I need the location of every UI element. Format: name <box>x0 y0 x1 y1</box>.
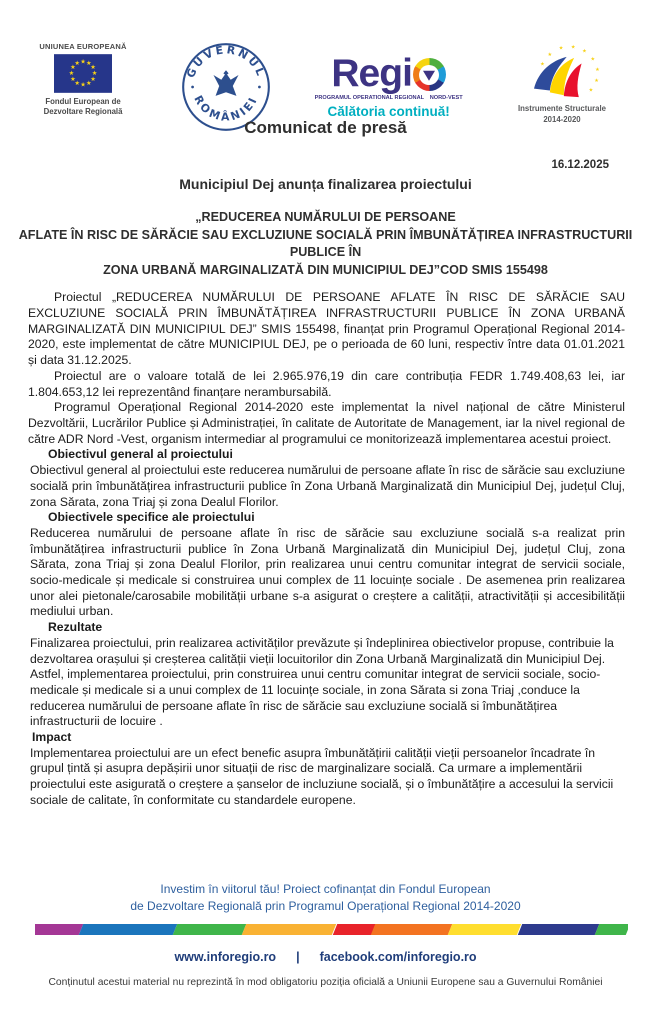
section-heading-general-objective: Obiectivul general al proiectului <box>48 447 233 462</box>
gov-arc-bottom-text: ROMÂNIEI <box>191 93 261 124</box>
eagle-crest-icon <box>214 70 239 96</box>
regio-program-label: PROGRAMUL OPERATIONAL REGIONAL <box>314 95 425 101</box>
eu-subtitle-line2: Dezvoltare Regională <box>43 107 123 117</box>
svg-text:★: ★ <box>74 59 81 67</box>
eu-flag-icon <box>54 54 112 93</box>
svg-text:★: ★ <box>70 64 76 72</box>
svg-text:★: ★ <box>582 48 587 55</box>
footer <box>0 881 651 988</box>
eu-title: UNIUNEA EUROPEANĂ <box>39 42 127 51</box>
rainbow-color-bar <box>35 924 628 935</box>
svg-text:★: ★ <box>558 45 564 52</box>
regio-logo <box>313 54 465 119</box>
regio-wordmark <box>313 54 465 93</box>
eu-subtitle <box>26 97 140 117</box>
disclaimer-text: Conținutul acestui material nu reprezintă în mod obligatoriu poziția oficială a Uniunii Europene sau a Guvernului României <box>48 977 603 988</box>
bar-segment-yellow <box>448 924 522 935</box>
inforegio-website-link[interactable]: www.inforegio.ro <box>174 950 277 964</box>
structural-instruments-logo <box>501 42 623 125</box>
eu-flag-logo <box>26 42 140 117</box>
bar-segment-purple <box>35 924 84 935</box>
section-heading-impact: Impact <box>32 730 72 745</box>
svg-text:★: ★ <box>85 80 92 88</box>
svg-text:★: ★ <box>91 70 98 77</box>
regio-sub-labels <box>313 95 465 101</box>
regio-color-wheel-icon <box>413 58 446 91</box>
svg-text:★: ★ <box>68 70 75 77</box>
paragraph-program-info: Programul Operațional Regional 2014-2020 este implementat la nivel național de către Ministerul Dezvoltării, Lucrărilor Publice și Administrației, în calitate de Autoritate de Management, iar la nivel regional de către ADR Nord -Vest, organism intermediar al programului ce monitorizează implementarea acestui proiect. <box>28 400 625 446</box>
page-title: Comunicat de presă <box>244 118 407 137</box>
eu-subtitle-line1: Fondul European de <box>45 97 121 106</box>
paragraph-general-objective: Obiectivul general al proiectului este reducerea numărului de persoane aflate în risc de sărăcie sau excluziune socială prin îmbunătățirea infrastructurii publice în Zona Urbană Marginalizată din Municipiul Dej, județul Cluj, zona Sărata, zona Triaj și zona Dealul Florilor. <box>30 463 625 509</box>
svg-text:★: ★ <box>80 58 86 66</box>
project-title-line2: AFLATE ÎN RISC DE SĂRĂCIE SAU EXCLUZIUNE SOCIALĂ PRIN ÎMBUNĂTĂȚIREA INFRASTRUCTURII PUBLICE ÎN <box>18 227 633 260</box>
svg-text:★: ★ <box>570 44 576 51</box>
bar-segment-navy <box>517 924 599 935</box>
regio-wordmark-text: Regi <box>331 52 412 95</box>
svg-text:★: ★ <box>90 75 96 83</box>
section-heading-results: Rezultate <box>48 620 103 635</box>
body-content <box>28 290 625 808</box>
svg-text:★: ★ <box>590 56 596 63</box>
paragraph-specific-objectives: Reducerea numărului de persoane aflate în risc de sărăcie sau excluziune socială s-a realizat prin îmbunătățirea infrastructurii publice în Zona Urbană Marginalizată din Municipiul Dej, județul Cluj, zona Sărata, zona Triaj și zona Dealul Florilor, prin realizarea unui centru comunitar integrat de servicii sociale, socio-medicale și medicale si construirea unui complex de 11 locuințe sociale . De asemenea prin realizarea unor alei pietonale/carosabile mobilității urbane s-a asigurat o creștere a calității, atractivității și accesibilității mediului urban. <box>30 525 625 619</box>
bar-segment-amber <box>242 924 337 935</box>
paragraph-project-value: Proiectul are o valoare totală de lei 2.965.976,19 din care contribuția FEDR 1.749.408,63 lei, iar 1.804.653,12 lei reprezentând finanțare nerambursabilă. <box>28 368 625 399</box>
bar-segment-green2 <box>594 924 628 935</box>
svg-text:★: ★ <box>540 61 545 68</box>
cofinance-statement <box>0 881 651 915</box>
regio-tagline: Călătoria continuă! <box>327 104 450 119</box>
structural-label <box>501 104 623 125</box>
project-title-line1: „REDUCEREA NUMĂRULUI DE PERSOANE <box>195 210 456 224</box>
cofinance-line1: Investim în viitorul tău! Proiect cofinanțat din Fondul European <box>160 882 491 896</box>
svg-text:★: ★ <box>74 80 81 88</box>
svg-text:★: ★ <box>90 64 96 72</box>
bar-segment-blue <box>79 924 177 935</box>
bar-segment-red <box>332 924 375 935</box>
svg-text:★: ★ <box>85 59 92 67</box>
announcement-subtitle: Municipiul Dej anunța finalizarea proiectului <box>179 176 472 192</box>
gov-arc-top-text: GUVERNUL <box>184 43 269 80</box>
section-heading-specific-objectives: Obiectivele specifice ale proiectului <box>48 510 255 525</box>
inforegio-facebook-link[interactable]: facebook.com/inforegio.ro <box>319 950 477 964</box>
regio-region-label: NORD-VEST <box>429 95 463 101</box>
svg-text:★: ★ <box>547 52 553 59</box>
bar-segment-orange <box>371 924 453 935</box>
project-title <box>12 209 639 279</box>
bar-segment-green <box>173 924 247 935</box>
paragraph-project-intro: Proiectul „REDUCEREA NUMĂRULUI DE PERSOANE AFLATE ÎN RISC DE SĂRĂCIE SAU EXCLUZIUNE SOCIALĂ PRIN ÎMBUNĂTĂȚIREA INFRASTRUCTURII PUBLICE ÎN ZONA URBANĂ MARGINALIZATĂ DIN MUNICIPIUL DEJ” SMIS 155498, finanțat prin Programul Operațional Regional 2014-2020, este implementat de către MUNICIPIUL DEJ, pe o perioada de 60 luni, respectiv între data 01.01.2021 și data 31.12.2025. <box>28 290 625 368</box>
structural-label-line2: 2014-2020 <box>543 114 581 124</box>
logo-header <box>0 0 651 124</box>
cofinance-line2: de Dezvoltare Regională prin Programul Operațional Regional 2014-2020 <box>130 899 521 913</box>
link-separator: | <box>296 950 300 964</box>
project-title-line3: ZONA URBANĂ MARGINALIZATĂ DIN MUNICIPIUL DEJ”COD SMIS 155498 <box>103 262 548 277</box>
svg-text:★: ★ <box>594 78 599 85</box>
paragraph-impact: Implementarea proiectului are un efect benefic asupra îmbunătățirii calității vieții persoanelor încadrate în grupul țintă și asupra depășirii unor situații de risc de marginalizare socială. Ca urmare a implementării proiectului este asigurată o creștere a șanselor de incluziune socială, și o îmbunătățire a accesului la servicii sociale de calitate, în conformitate cu standardele europene. <box>30 745 614 807</box>
date: 16.12.2025 <box>551 159 609 171</box>
svg-text:★: ★ <box>80 81 86 89</box>
paragraph-results: Finalizarea proiectului, prin realizarea activităților prevăzute și îndeplinirea obiectivelor propuse, contribuie la dezvoltarea orașului și creșterea calității vieții locuitorilor din Zona Urbană Marginalizată din Municipiul Dej. Astfel, implementarea proiectului, prin construirea unui centru comunitar integrat de servicii sociale, socio-medicale și medicale si a unui complex de 11 locuințe sociale, in zona Sărata si zona Triaj ,conduce la reducerea numărului de persoane aflate în risc de sărăcie sau excluziune socială si îmbunătățirea infrastructurii de locuire . <box>30 635 614 729</box>
structural-label-line1: Instrumente Structurale <box>518 104 606 113</box>
svg-text:★: ★ <box>588 87 594 94</box>
structural-swoosh-icon <box>510 42 614 98</box>
svg-text:★: ★ <box>70 75 76 83</box>
svg-text:★: ★ <box>595 67 600 73</box>
footer-links <box>0 950 651 964</box>
